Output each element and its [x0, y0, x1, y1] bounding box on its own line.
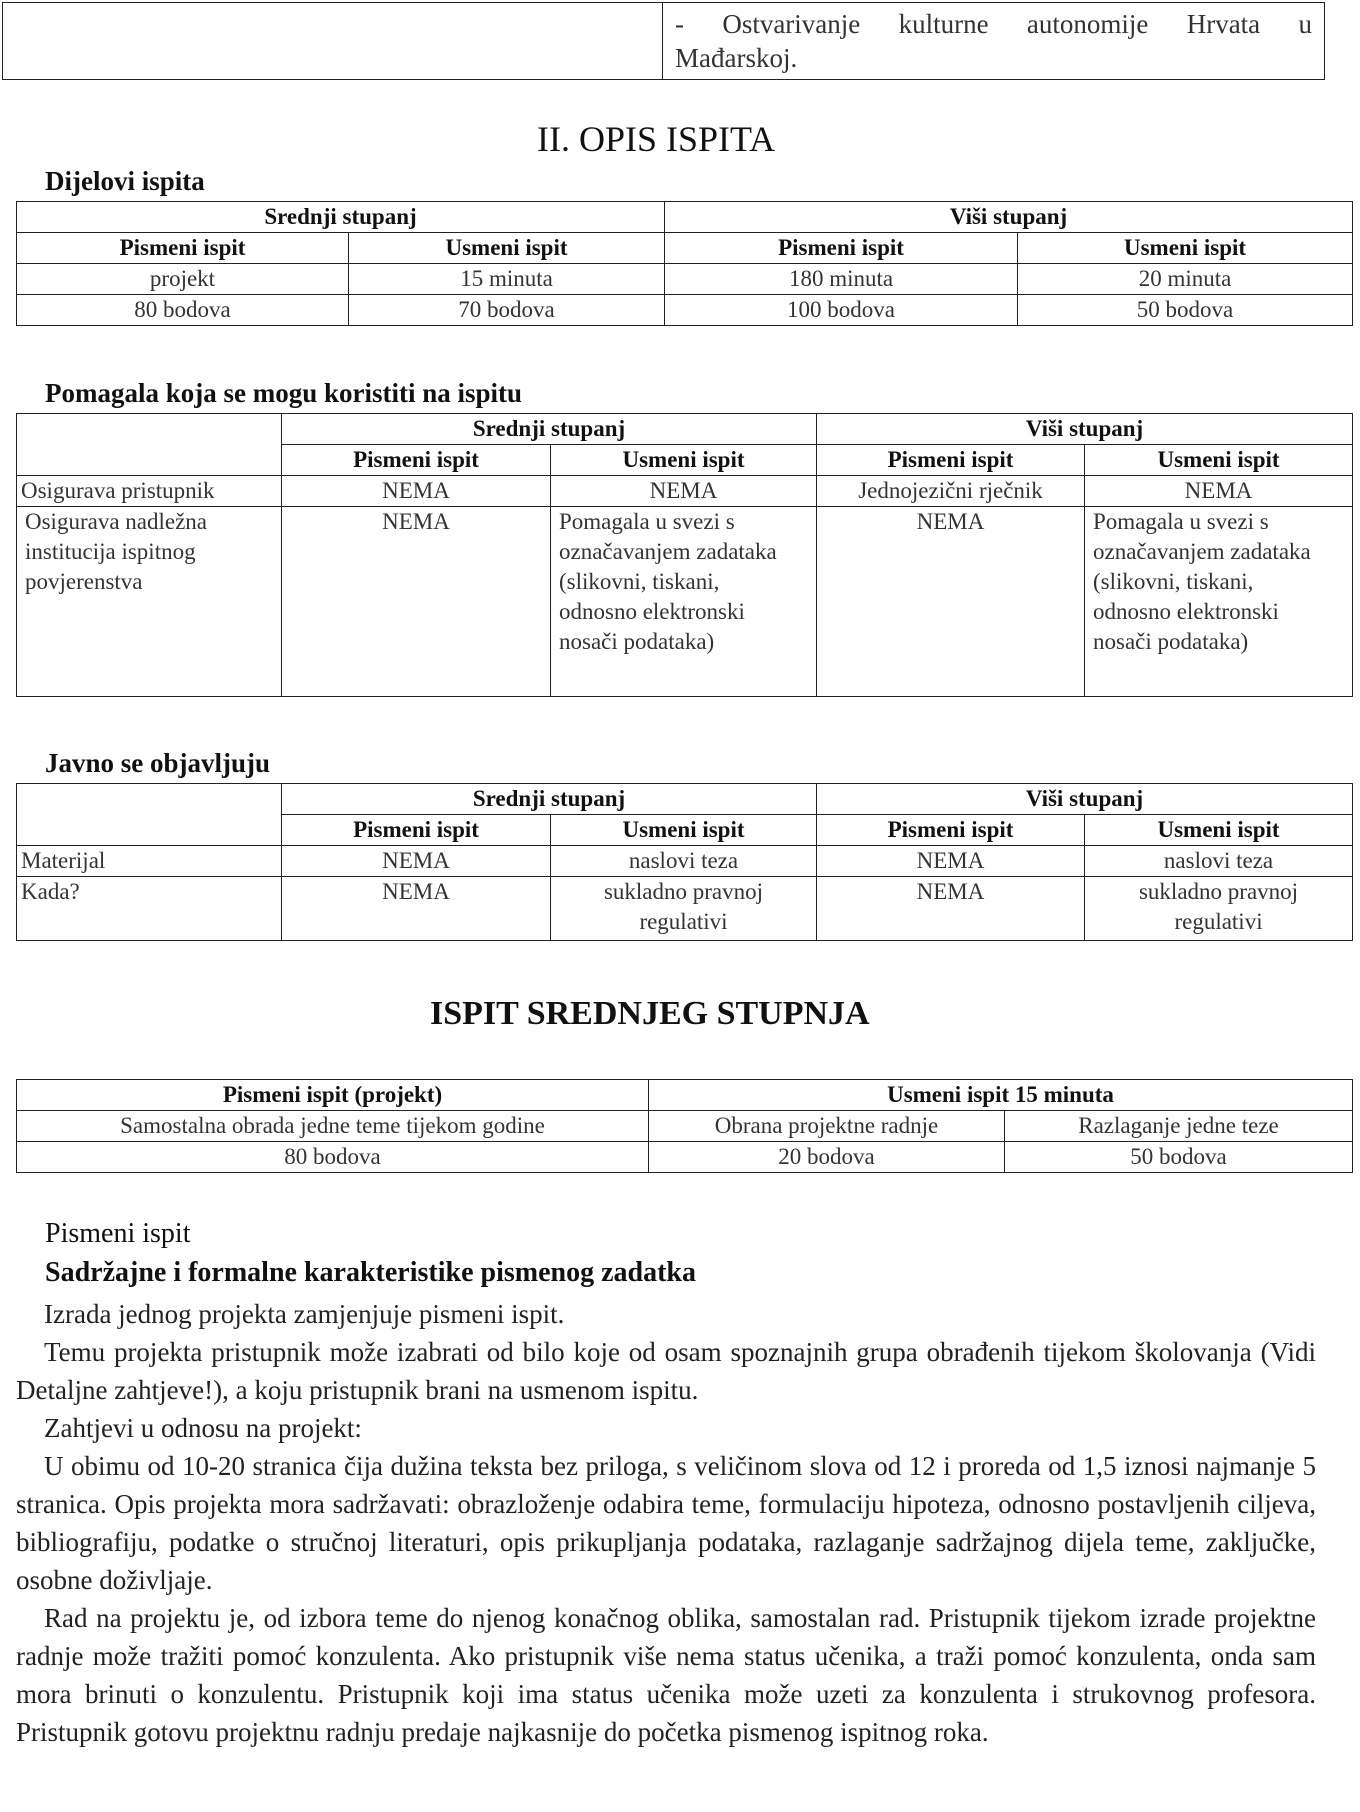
pomagala-corner-cell [17, 414, 282, 476]
pismeni-paragraph: Temu projekta pristupnik može izabrati od bilo koje od osam spoznajnih grupa obrađenih tijekom školovanja (Vidi Detaljne zahtjeve!), a koju pristupnik brani na usmenom ispitu. [16, 1337, 1316, 1405]
section-title: II. OPIS ISPITA [537, 119, 776, 159]
srednji-title: ISPIT SREDNJEG STUPNJA [430, 995, 870, 1032]
pomagala-table [16, 413, 1353, 697]
top-text-line1: - Ostvarivanje kulturne autonomije Hrvata u [675, 9, 1312, 39]
pismeni-paragraph: Rad na projektu je, od izbora teme do njenog konačnog oblika, samostalan rad. Pristupnik tijekom izrade projektne radnje može tražiti pomoć konzulenta. Ako pristupnik više nema status učenika, a traži pomoć konzulenta, onda sam mora brinuti o konzulentu. Pristupnik koji ima status učenika može uzeti za konzulenta i strukovnog profesora. Pristupnik gotovu projektnu radnju predaje najkasnije do početka pismenog ispitnog roka. [16, 1603, 1316, 1747]
pomagala-row-label: Osigurava pristupnik [17, 476, 282, 507]
pismeni-paragraph: Zahtjevi u odnosu na projekt: [44, 1413, 362, 1443]
dijelovi-cell: 50 bodova [1018, 295, 1353, 326]
pomagala-cell: NEMA [817, 507, 1085, 697]
javno-cell: naslovi teza [551, 846, 817, 877]
javno-col-header: Pismeni ispit [282, 815, 551, 846]
srednji-table [16, 1079, 1353, 1173]
pomagala-cell: Jednojezični rječnik [817, 476, 1085, 507]
pomagala-level-left: Srednji stupanj [282, 414, 817, 445]
dijelovi-col-header: Pismeni ispit [17, 233, 349, 264]
javno-cell: NEMA [282, 877, 551, 941]
javno-row-label: Kada? [17, 877, 282, 941]
javno-cell: NEMA [817, 846, 1085, 877]
dijelovi-heading: Dijelovi ispita [45, 166, 205, 196]
dijelovi-cell: 20 minuta [1018, 264, 1353, 295]
srednji-cell: 50 bodova [1005, 1142, 1353, 1173]
javno-cell: NEMA [282, 846, 551, 877]
top-continuation-table [2, 2, 1325, 80]
dijelovi-cell: 15 minuta [349, 264, 665, 295]
javno-col-header: Pismeni ispit [817, 815, 1085, 846]
dijelovi-cell: 180 minuta [665, 264, 1018, 295]
dijelovi-col-header: Usmeni ispit [349, 233, 665, 264]
pismeni-paragraph: Izrada jednog projekta zamjenjuje pismeni ispit. [44, 1299, 565, 1329]
pismeni-heading: Pismeni ispit [45, 1218, 191, 1249]
pomagala-cell: Pomagala u svezi s označavanjem zadataka (slikovni, tiskani, odnosno elektronski nosači podataka) [1085, 507, 1353, 697]
srednji-cell: Razlaganje jedne teze [1005, 1111, 1353, 1142]
top-text-cell [663, 3, 1325, 80]
javno-row-label: Materijal [17, 846, 282, 877]
srednji-cell: Samostalna obrada jedne teme tijekom godine [17, 1111, 649, 1142]
pomagala-level-right: Viši stupanj [817, 414, 1353, 445]
dijelovi-col-header: Usmeni ispit [1018, 233, 1353, 264]
dijelovi-level-left: Srednji stupanj [17, 202, 665, 233]
pismeni-subheading: Sadržajne i formalne karakteristike pismenog zadatka [45, 1257, 696, 1288]
pomagala-cell: NEMA [1085, 476, 1353, 507]
javno-heading: Javno se objavljuju [45, 748, 271, 778]
pomagala-heading: Pomagala koja se mogu koristiti na ispitu [45, 378, 523, 408]
pismeni-body [16, 1295, 1316, 1751]
javno-col-header: Usmeni ispit [1085, 815, 1353, 846]
srednji-cell: 80 bodova [17, 1142, 649, 1173]
top-text-line2: Mađarskoj. [675, 43, 798, 73]
srednji-head-left: Pismeni ispit (projekt) [17, 1080, 649, 1111]
dijelovi-table [16, 201, 1353, 326]
srednji-head-right: Usmeni ispit 15 minuta [649, 1080, 1353, 1111]
javno-cell: sukladno pravnoj regulativi [551, 877, 817, 941]
javno-cell: NEMA [817, 877, 1085, 941]
dijelovi-cell: 100 bodova [665, 295, 1018, 326]
dijelovi-col-header: Pismeni ispit [665, 233, 1018, 264]
pomagala-cell: NEMA [282, 507, 551, 697]
javno-cell: sukladno pravnoj regulativi [1085, 877, 1353, 941]
srednji-cell: Obrana projektne radnje [649, 1111, 1005, 1142]
javno-col-header: Usmeni ispit [551, 815, 817, 846]
javno-level-left: Srednji stupanj [282, 784, 817, 815]
dijelovi-cell: 70 bodova [349, 295, 665, 326]
javno-table [16, 783, 1353, 941]
pomagala-row-label: Osigurava nadležna institucija ispitnog povjerenstva [17, 507, 282, 697]
pomagala-cell: NEMA [551, 476, 817, 507]
dijelovi-level-right: Viši stupanj [665, 202, 1353, 233]
javno-corner-cell [17, 784, 282, 846]
pomagala-cell: NEMA [282, 476, 551, 507]
pomagala-col-header: Pismeni ispit [817, 445, 1085, 476]
pomagala-col-header: Usmeni ispit [551, 445, 817, 476]
dijelovi-cell: projekt [17, 264, 349, 295]
pomagala-col-header: Usmeni ispit [1085, 445, 1353, 476]
top-empty-cell [3, 3, 663, 80]
pismeni-paragraph: U obimu od 10-20 stranica čija dužina teksta bez priloga, s veličinom slova od 12 i proreda od 1,5 iznosi najmanje 5 stranica. Opis projekta mora sadržavati: obrazloženje odabira teme, formulaciju hipoteza, odnosno postavljenih ciljeva, bibliografiju, podatke o stručnoj literaturi, opis prikupljanja podataka, razlaganje sadržajnog dijela teme, zaključke, osobne doživljaje. [16, 1451, 1316, 1595]
javno-cell: naslovi teza [1085, 846, 1353, 877]
dijelovi-cell: 80 bodova [17, 295, 349, 326]
srednji-cell: 20 bodova [649, 1142, 1005, 1173]
pomagala-cell: Pomagala u svezi s označavanjem zadataka (slikovni, tiskani, odnosno elektronski nosači podataka) [551, 507, 817, 697]
pomagala-col-header: Pismeni ispit [282, 445, 551, 476]
javno-level-right: Viši stupanj [817, 784, 1353, 815]
